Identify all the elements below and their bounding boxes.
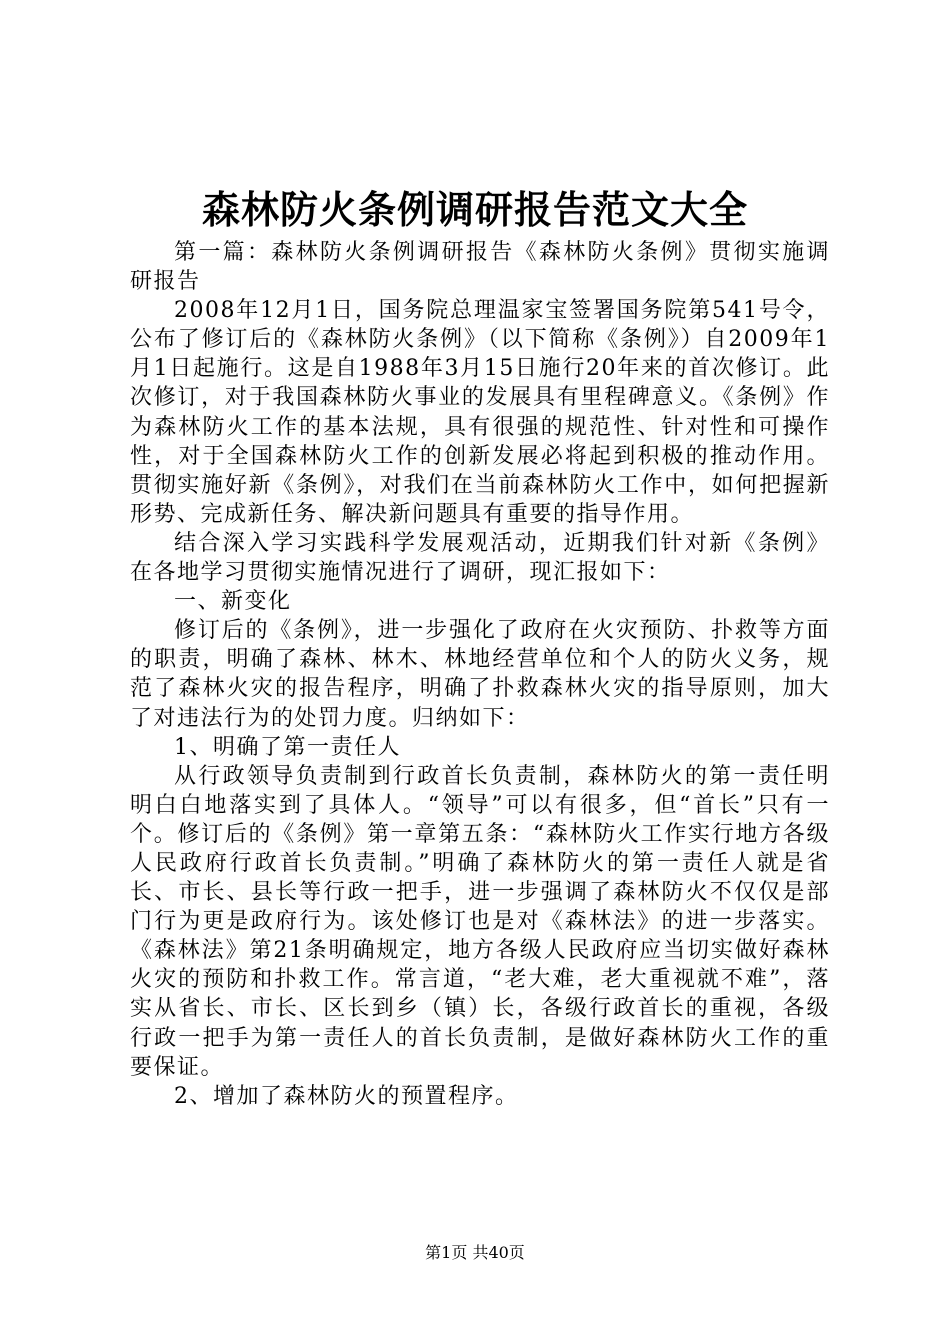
paragraph-intro: 2008年12月1日，国务院总理温家宝签署国务院第541号令，公布了修订后的《森林防火条例》（以下简称《条例》）自2009年1月1日起施行。这是自1988年3月15日施行20年来的首次修订。此次修订，对于我国森林防火事业的发展具有里程碑意义。《条例》作为森林防火工作的基本法规，具有很强的规范性、针对性和可操作性，对于全国森林防火工作的创新发展必将起到积极的推动作用。贯彻实施好新《条例》，对我们在当前森林防火工作中，如何把握新形势、完成新任务、解决新问题具有重要的指导作用。: [130, 298, 830, 527]
paragraph-first-responsible: 从行政领导负责制到行政首长负责制，森林防火的第一责任明明白白地落实到了具体人。“领导”可以有很多，但“首长”只有一个。修订后的《条例》第一章第五条：“森林防火工作实行地方各级人民政府行政首长负责制。”明确了森林防火的第一责任人就是省长、市长、县长等行政一把手，进一步强调了森林防火不仅仅是部门行为更是政府行为。该处修订也是对《森林法》的进一步落实。《森林法》第21条明确规定，地方各级人民政府应当切实做好森林火灾的预防和扑救工作。常言道，“老大难，老大重视就不难”，落实从省长、市长、区长到乡（镇）长，各级行政首长的重视，各级行政一把手为第一责任人的首长负责制，是做好森林防火工作的重要保证。: [130, 763, 830, 1080]
paragraph-heading-part-one: 第一篇：森林防火条例调研报告《森林防火条例》贯彻实施调研报告: [130, 240, 830, 295]
subheading-first-responsible: 1、明确了第一责任人: [174, 734, 401, 760]
document-title: 森林防火条例调研报告范文大全: [201, 187, 748, 232]
page-footer: 第1页 共40页: [425, 1243, 525, 1262]
section-heading-new-changes: 一、新变化: [174, 589, 292, 615]
paragraph-survey: 结合深入学习实践科学发展观活动，近期我们针对新《条例》在各地学习贯彻实施情况进行了调研，现汇报如下：: [130, 530, 830, 586]
document-body: [130, 238, 830, 1111]
paragraph-changes-summary: 修订后的《条例》，进一步强化了政府在火灾预防、扑救等方面的职责，明确了森林、林木、林地经营单位和个人的防火义务，规范了森林火灾的报告程序，明确了扑救森林火灾的指导原则，加大了对违法行为的处罚力度。归纳如下：: [130, 618, 830, 731]
subheading-preset-procedure: 2、增加了森林防火的预置程序。: [174, 1083, 519, 1109]
